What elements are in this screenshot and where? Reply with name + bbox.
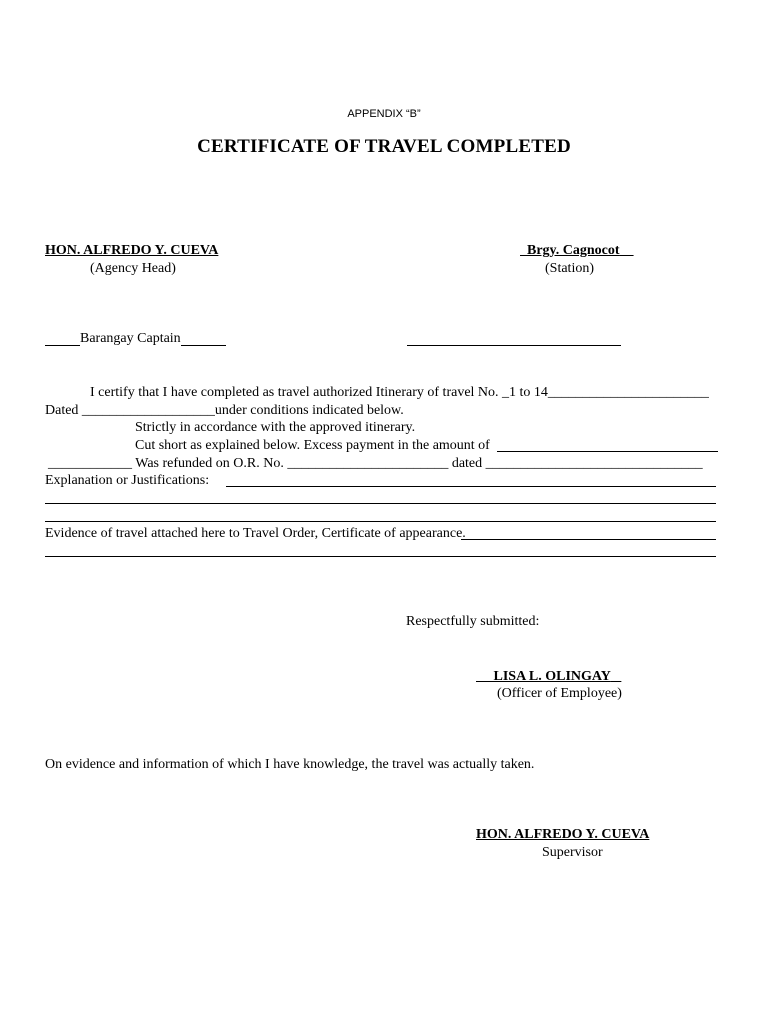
attestation-statement: On evidence and information of which I have knowledge, the travel was actually taken. — [45, 757, 535, 772]
explanation-label: Explanation or Justifications: — [45, 473, 210, 488]
refund-line: ____________ Was refunded on O.R. No. _______________________ dated _______________________________ — [48, 456, 703, 471]
excess-amount-blank — [497, 451, 718, 452]
station-caption: (Station) — [545, 261, 594, 276]
officer-name — [476, 668, 621, 685]
strictly-option: Strictly in accordance with the approved itinerary. — [135, 420, 416, 435]
supervisor-name: HON. ALFREDO Y. CUEVA — [476, 827, 650, 842]
agency-head-name: HON. ALFREDO Y. CUEVA — [45, 243, 219, 258]
agency-head-caption: (Agency Head) — [90, 261, 176, 276]
explanation-blank-1 — [226, 486, 716, 487]
dated-line: Dated ___________________under conditions indicated below. — [45, 403, 404, 418]
position-title: Barangay Captain — [80, 331, 181, 346]
station-name — [520, 242, 634, 259]
submission-label: Respectfully submitted: — [406, 614, 540, 629]
evidence-blank-2 — [45, 556, 716, 557]
appendix-label: APPENDIX “B” — [347, 108, 421, 120]
evidence-blank-1 — [461, 539, 716, 540]
officer-name-text: LISA L. OLINGAY — [493, 669, 611, 684]
supervisor-caption: Supervisor — [542, 845, 603, 860]
officer-caption: (Officer of Employee) — [497, 686, 622, 701]
document-title: CERTIFICATE OF TRAVEL COMPLETED — [197, 136, 571, 157]
explanation-blank-2 — [45, 503, 716, 504]
station-name-text: Brgy. Cagnocot — [527, 243, 620, 258]
explanation-blank-3 — [45, 521, 716, 522]
position-rule-left — [45, 345, 80, 346]
evidence-statement: Evidence of travel attached here to Travel Order, Certificate of appearance. — [45, 526, 466, 541]
position-rule-right — [181, 345, 226, 346]
certify-statement: I certify that I have completed as travel authorized Itinerary of travel No. _1 to 14_______________________ — [90, 385, 709, 400]
signature-blank-line — [407, 345, 621, 346]
cut-short-option: Cut short as explained below. Excess payment in the amount of — [135, 438, 490, 453]
